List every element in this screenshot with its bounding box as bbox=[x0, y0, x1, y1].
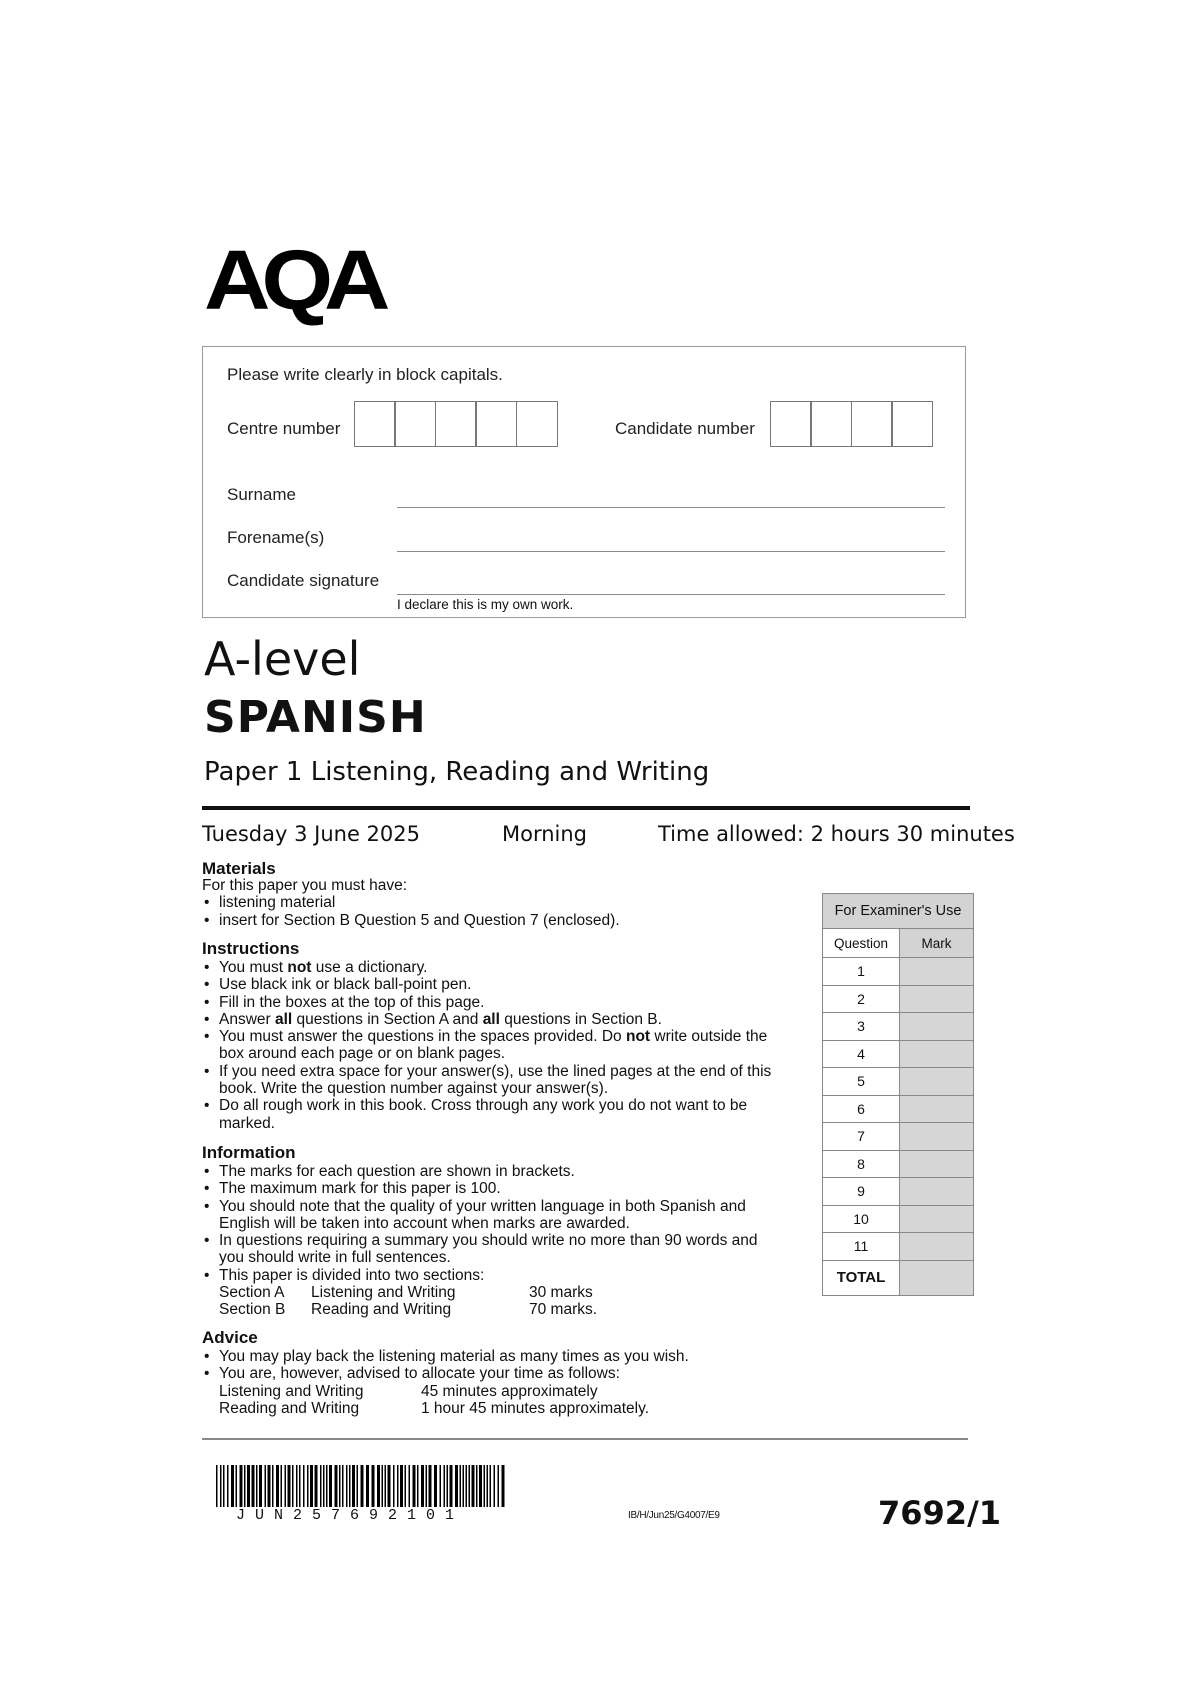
barcode-bar bbox=[339, 1465, 341, 1507]
barcode-bar bbox=[256, 1465, 258, 1507]
question-number: 8 bbox=[823, 1150, 900, 1178]
question-number: 11 bbox=[823, 1233, 900, 1261]
candidate-number-label: Candidate number bbox=[615, 419, 755, 438]
section-marks: 30 marks bbox=[529, 1284, 593, 1302]
barcode-bar bbox=[220, 1465, 222, 1507]
barcode-bar bbox=[502, 1465, 505, 1507]
barcode-bar bbox=[247, 1465, 250, 1507]
barcode-bar bbox=[299, 1465, 301, 1507]
table-row bbox=[823, 1040, 974, 1068]
information-item: • You should note that the quality of your written language in both Spanish and English will be taken into account when marks are awarded. bbox=[202, 1198, 782, 1233]
instructions-section bbox=[202, 959, 782, 1132]
barcode-bar bbox=[265, 1465, 267, 1507]
barcode-bar bbox=[366, 1465, 369, 1507]
candidate-number-boxes bbox=[771, 401, 933, 447]
barcode-bar bbox=[413, 1465, 416, 1507]
barcode-bar bbox=[479, 1465, 482, 1507]
table-row bbox=[823, 1095, 974, 1123]
examiner-table-heading: For Examiner's Use bbox=[823, 894, 974, 929]
paper-title: Paper 1 Listening, Reading and Writing bbox=[204, 757, 710, 787]
centre-digit-box[interactable] bbox=[394, 401, 436, 447]
barcode-bar bbox=[223, 1465, 225, 1507]
barcode-bar bbox=[342, 1465, 344, 1507]
table-row bbox=[823, 1205, 974, 1233]
barcode-bar bbox=[315, 1465, 318, 1507]
subject-title: SPANISH bbox=[204, 692, 427, 743]
advice-item: • You may play back the listening material as many times as you wish. bbox=[202, 1348, 782, 1365]
instruction-item: • Answer all questions in Section A and all questions in Section B. bbox=[202, 1011, 782, 1028]
barcode-bar bbox=[382, 1465, 384, 1507]
instruction-item: • You must not use a dictionary. bbox=[202, 959, 782, 976]
mark-cell[interactable] bbox=[900, 1013, 974, 1041]
total-mark-cell[interactable] bbox=[900, 1260, 974, 1295]
barcode-bar bbox=[240, 1465, 243, 1507]
advice-item: • You are, however, advised to allocate your time as follows: bbox=[202, 1365, 782, 1382]
paper-code: 7692/1 bbox=[878, 1494, 1002, 1532]
question-number: 6 bbox=[823, 1095, 900, 1123]
barcode-bar bbox=[405, 1465, 407, 1507]
advice-section bbox=[202, 1348, 782, 1418]
centre-digit-box[interactable] bbox=[516, 401, 558, 447]
barcode-bar bbox=[329, 1465, 332, 1507]
signature-label: Candidate signature bbox=[227, 571, 380, 590]
table-row bbox=[823, 1123, 974, 1151]
barcode-bar bbox=[397, 1465, 399, 1507]
section-desc: Listening and Writing bbox=[311, 1284, 456, 1302]
information-item: • This paper is divided into two sections: bbox=[202, 1267, 782, 1284]
barcode-bar bbox=[352, 1465, 355, 1507]
exam-session: Morning bbox=[502, 822, 588, 846]
question-number: 7 bbox=[823, 1123, 900, 1151]
qualification-level: A-level bbox=[204, 632, 361, 686]
barcode-bar bbox=[236, 1465, 238, 1507]
barcode bbox=[216, 1465, 506, 1507]
barcode-bar bbox=[372, 1465, 375, 1507]
document-reference: IB/H/Jun25/G4007/E9 bbox=[628, 1510, 720, 1521]
section-name: Section A bbox=[219, 1284, 285, 1302]
candidate-digit-box[interactable] bbox=[810, 401, 852, 447]
centre-digit-box[interactable] bbox=[354, 401, 396, 447]
barcode-bar bbox=[426, 1465, 428, 1507]
barcode-bar bbox=[326, 1465, 328, 1507]
table-row bbox=[823, 1068, 974, 1096]
examiner-use-table bbox=[822, 893, 974, 1296]
barcode-bar bbox=[307, 1465, 309, 1507]
own-work-declaration: I declare this is my own work. bbox=[397, 597, 574, 612]
barcode-bar bbox=[494, 1465, 496, 1507]
forename-label: Forename(s) bbox=[227, 528, 325, 547]
mark-cell[interactable] bbox=[900, 985, 974, 1013]
barcode-bar bbox=[484, 1465, 486, 1507]
barcode-text: JUN257692101 bbox=[236, 1507, 465, 1524]
instruction-item: • Fill in the boxes at the top of this page. bbox=[202, 994, 782, 1011]
section-marks-list bbox=[202, 1284, 782, 1319]
question-column-header: Question bbox=[823, 929, 900, 958]
barcode-bar bbox=[450, 1465, 453, 1507]
forename-field[interactable] bbox=[397, 551, 945, 552]
barcode-bar bbox=[393, 1465, 395, 1507]
barcode-bar bbox=[335, 1465, 338, 1507]
advice-heading: Advice bbox=[202, 1328, 258, 1347]
time-allocation-list bbox=[202, 1383, 782, 1418]
barcode-bar bbox=[490, 1465, 492, 1507]
barcode-bar bbox=[227, 1465, 229, 1507]
barcode-bar bbox=[460, 1465, 462, 1507]
centre-number-label: Centre number bbox=[227, 419, 341, 438]
candidate-details-box bbox=[202, 346, 966, 618]
information-section bbox=[202, 1163, 782, 1319]
section-marks: 70 marks. bbox=[529, 1301, 598, 1319]
barcode-bar bbox=[296, 1465, 298, 1507]
barcode-bar bbox=[417, 1465, 419, 1507]
barcode-bar bbox=[385, 1465, 387, 1507]
aqa-logo: AQA bbox=[204, 233, 382, 328]
allocation-time: 1 hour 45 minutes approximately. bbox=[421, 1399, 650, 1417]
barcode-bar bbox=[487, 1465, 489, 1507]
instruction-item: • Use black ink or black ball-point pen. bbox=[202, 976, 782, 993]
total-label: TOTAL bbox=[823, 1260, 900, 1295]
barcode-bar bbox=[259, 1465, 262, 1507]
barcode-bar bbox=[357, 1465, 359, 1507]
mark-cell[interactable] bbox=[900, 1095, 974, 1123]
allocation-part: Reading and Writing bbox=[219, 1399, 360, 1417]
barcode-bar bbox=[268, 1465, 271, 1507]
title-divider bbox=[202, 806, 970, 810]
instructions-heading: Instructions bbox=[202, 939, 300, 958]
surname-label: Surname bbox=[227, 485, 296, 504]
materials-intro: For this paper you must have: bbox=[202, 877, 408, 894]
section-desc: Reading and Writing bbox=[311, 1301, 452, 1319]
signature-field[interactable] bbox=[397, 594, 945, 595]
table-row bbox=[823, 985, 974, 1013]
mark-cell[interactable] bbox=[900, 1068, 974, 1096]
barcode-bar bbox=[377, 1465, 380, 1507]
barcode-bar bbox=[455, 1465, 458, 1507]
question-number: 9 bbox=[823, 1178, 900, 1206]
barcode-bar bbox=[292, 1465, 294, 1507]
table-row bbox=[823, 958, 974, 986]
candidate-digit-box[interactable] bbox=[891, 401, 933, 447]
barcode-bar bbox=[216, 1465, 218, 1507]
mark-cell[interactable] bbox=[900, 1150, 974, 1178]
barcode-bar bbox=[361, 1465, 364, 1507]
mark-cell[interactable] bbox=[900, 1233, 974, 1261]
information-heading: Information bbox=[202, 1143, 296, 1162]
question-number: 3 bbox=[823, 1013, 900, 1041]
table-row bbox=[823, 1013, 974, 1041]
table-row bbox=[823, 1150, 974, 1178]
barcode-bar bbox=[476, 1465, 478, 1507]
mark-cell[interactable] bbox=[900, 1205, 974, 1233]
barcode-bar bbox=[466, 1465, 468, 1507]
mark-column-header: Mark bbox=[900, 929, 974, 958]
table-row bbox=[823, 1178, 974, 1206]
information-item: • The maximum mark for this paper is 100. bbox=[202, 1180, 782, 1197]
table-row bbox=[823, 1233, 974, 1261]
time-allowed: Time allowed: 2 hours 30 minutes bbox=[658, 822, 1015, 846]
mark-cell[interactable] bbox=[900, 958, 974, 986]
barcode-bar bbox=[320, 1465, 322, 1507]
barcode-bar bbox=[434, 1465, 437, 1507]
barcode-bar bbox=[463, 1465, 465, 1507]
question-number: 5 bbox=[823, 1068, 900, 1096]
barcode-bar bbox=[244, 1465, 246, 1507]
barcode-bar bbox=[346, 1465, 348, 1507]
information-item: • In questions requiring a summary you should write no more than 90 words and you should write in full sentences. bbox=[202, 1232, 782, 1267]
instruction-item: • Do all rough work in this book. Cross through any work you do not want to be marked. bbox=[202, 1097, 782, 1132]
barcode-bar bbox=[272, 1465, 274, 1507]
information-item: • The marks for each question are shown in brackets. bbox=[202, 1163, 782, 1180]
instruction-item: • You must answer the questions in the spaces provided. Do not write outside the box around each page or on blank pages. bbox=[202, 1028, 782, 1063]
question-number: 2 bbox=[823, 985, 900, 1013]
question-number: 1 bbox=[823, 958, 900, 986]
barcode-bar bbox=[276, 1465, 279, 1507]
barcode-bar bbox=[444, 1465, 446, 1507]
materials-item: • listening material bbox=[202, 894, 802, 911]
barcode-bar bbox=[440, 1465, 442, 1507]
barcode-bar bbox=[349, 1465, 351, 1507]
barcode-bar bbox=[421, 1465, 424, 1507]
mark-cell[interactable] bbox=[900, 1123, 974, 1151]
barcode-bar bbox=[400, 1465, 403, 1507]
centre-digit-box[interactable] bbox=[435, 401, 477, 447]
barcode-bar bbox=[288, 1465, 291, 1507]
barcode-bar bbox=[285, 1465, 287, 1507]
materials-heading: Materials bbox=[202, 859, 276, 878]
candidate-digit-box[interactable] bbox=[770, 401, 812, 447]
materials-section bbox=[202, 877, 802, 929]
instruction-item: • If you need extra space for your answer(s), use the lined pages at the end of this book. Write the question number against your answer(s). bbox=[202, 1063, 782, 1098]
allocation-time: 45 minutes approximately bbox=[421, 1382, 598, 1400]
centre-digit-box[interactable] bbox=[475, 401, 517, 447]
exam-date: Tuesday 3 June 2025 bbox=[202, 822, 420, 846]
barcode-bar bbox=[498, 1465, 500, 1507]
barcode-bar bbox=[469, 1465, 471, 1507]
mark-cell[interactable] bbox=[900, 1040, 974, 1068]
block-capitals-instruction: Please write clearly in block capitals. bbox=[227, 365, 503, 384]
materials-item: • insert for Section B Question 5 and Question 7 (enclosed). bbox=[202, 912, 802, 929]
allocation-part: Listening and Writing bbox=[219, 1382, 364, 1400]
barcode-bar bbox=[429, 1465, 432, 1507]
barcode-bar bbox=[472, 1465, 475, 1507]
barcode-bar bbox=[303, 1465, 305, 1507]
barcode-bar bbox=[447, 1465, 449, 1507]
barcode-bar bbox=[310, 1465, 313, 1507]
centre-number-boxes bbox=[355, 401, 558, 447]
barcode-bar bbox=[231, 1465, 234, 1507]
candidate-digit-box[interactable] bbox=[851, 401, 893, 447]
barcode-bar bbox=[388, 1465, 391, 1507]
barcode-bar bbox=[323, 1465, 325, 1507]
barcode-bar bbox=[252, 1465, 255, 1507]
footer-divider bbox=[202, 1438, 968, 1440]
barcode-bar bbox=[281, 1465, 283, 1507]
question-number: 10 bbox=[823, 1205, 900, 1233]
section-name: Section B bbox=[219, 1301, 286, 1319]
question-number: 4 bbox=[823, 1040, 900, 1068]
total-row bbox=[823, 1260, 974, 1295]
barcode-bar bbox=[409, 1465, 411, 1507]
surname-field[interactable] bbox=[397, 507, 945, 508]
mark-cell[interactable] bbox=[900, 1178, 974, 1206]
